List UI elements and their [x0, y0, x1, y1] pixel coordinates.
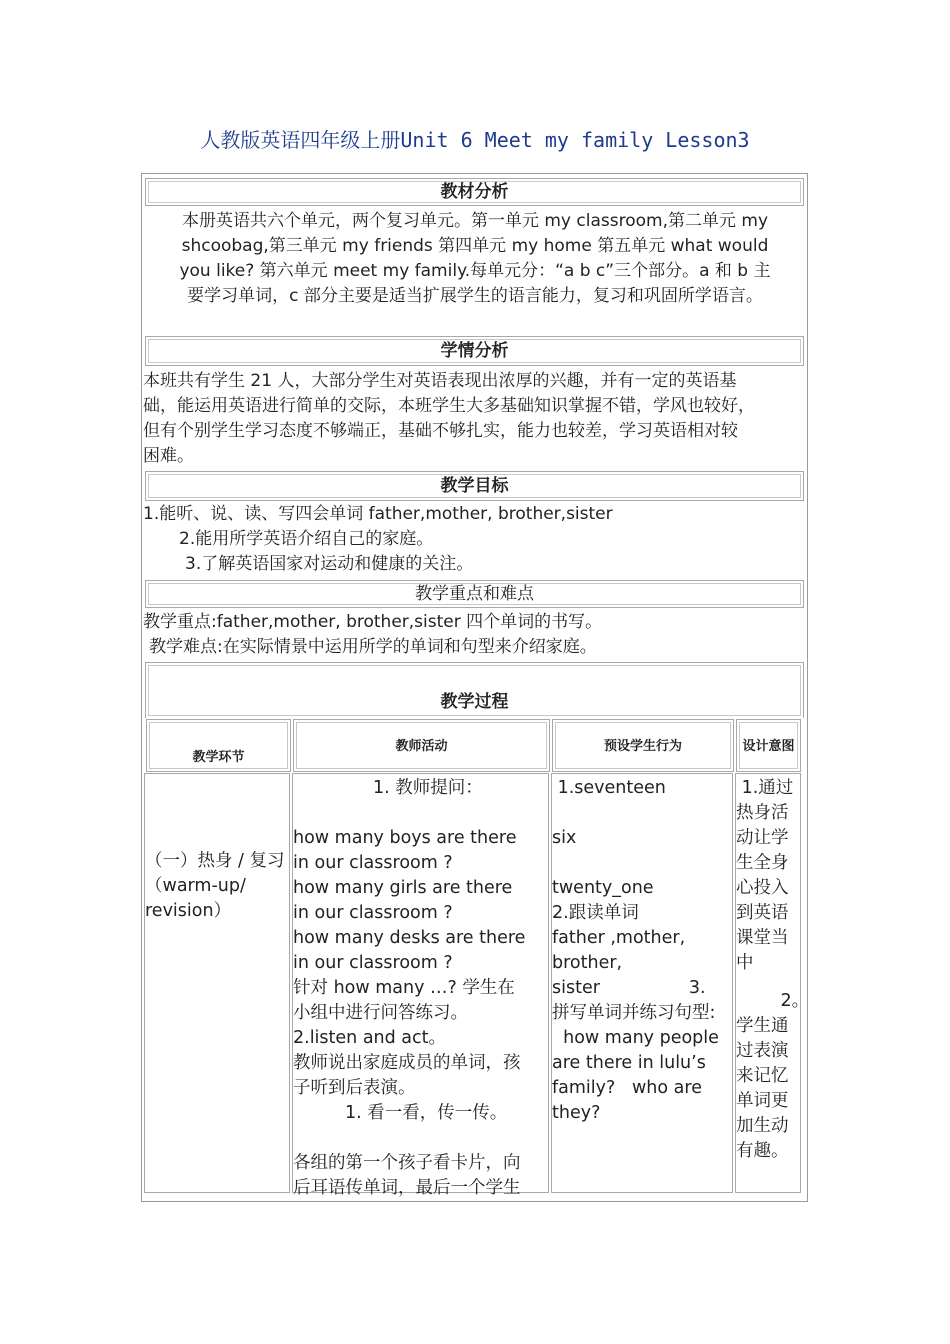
- students-line: 本班共有学生 21 人，大部分学生对英语表现出浓厚的兴趣，并有一定的英语基: [143, 371, 737, 391]
- teacher-line: [293, 801, 548, 826]
- teacher-line: [293, 1126, 548, 1151]
- teacher-line: how many girls are there: [293, 878, 513, 898]
- teacher-line: how many boys are there: [293, 828, 517, 848]
- teacher-line: 1. 教师提问：: [373, 778, 483, 798]
- column-header-teacher: 教师活动: [293, 719, 550, 772]
- intent-line: 有趣。: [736, 1141, 789, 1161]
- key-point-line: 教学重点:father,mother, brother,sister 四个单词的书写。: [143, 612, 603, 632]
- teacher-activity-cell: [292, 773, 549, 1198]
- column-header-intent: 设计意图: [736, 719, 801, 772]
- stage-line: （warm-up/: [145, 876, 246, 896]
- teacher-line: 各组的第一个孩子看卡片，向: [293, 1153, 521, 1173]
- teaching-process-heading: 教学过程: [145, 662, 804, 718]
- material-line: you like? 第六单元 meet my family.每单元分：“a b c”三个部分。a 和 b 主: [179, 261, 771, 281]
- teacher-line: 子听到后表演。: [293, 1078, 416, 1098]
- intent-line: 心投入: [736, 878, 789, 898]
- student-line: 1.seventeen: [552, 778, 666, 798]
- intent-line: 生全身: [736, 853, 789, 873]
- teaching-goals-heading: 教学目标: [145, 471, 804, 501]
- key-points-body: [143, 610, 807, 660]
- difficulty-line: 教学难点:在实际情景中运用所学的单词和句型来介绍家庭。: [149, 637, 597, 657]
- student-line: [552, 801, 732, 826]
- material-analysis-body: [143, 209, 807, 309]
- teaching-goals-body: [143, 502, 807, 577]
- student-line: [552, 851, 732, 876]
- student-line: they?: [552, 1103, 601, 1123]
- intent-line: 1.通过: [736, 778, 794, 798]
- student-line: 拼写单词并练习句型:: [552, 1003, 716, 1023]
- intent-line: 来记忆: [736, 1066, 789, 1086]
- students-line: 但有个别学生学习态度不够端正，基础不够扎实，能力也较差，学习英语相对较: [143, 421, 738, 441]
- intent-line: 2。: [736, 991, 810, 1011]
- student-line: sister 3.: [552, 978, 706, 998]
- teacher-line: in our classroom ?: [293, 903, 453, 923]
- intent-line: 学生通: [736, 1016, 789, 1036]
- intent-line: 热身活: [736, 803, 789, 823]
- student-analysis-body: [143, 369, 807, 469]
- column-header-student: 预设学生行为: [552, 719, 734, 772]
- intent-line: 过表演: [736, 1041, 789, 1061]
- teacher-line: in our classroom ?: [293, 953, 453, 973]
- intent-line: 课堂当: [736, 928, 789, 948]
- student-line: are there in lulu’s: [552, 1053, 706, 1073]
- students-line: 困难。: [143, 446, 194, 466]
- student-line: twenty_one: [552, 878, 654, 898]
- intent-line: 动让学: [736, 828, 789, 848]
- student-line: father ,mother,: [552, 928, 686, 948]
- stage-cell: [144, 773, 290, 1193]
- student-line: six: [552, 828, 577, 848]
- students-line: 础，能运用英语进行简单的交际，本班学生大多基础知识掌握不错，学风也较好，: [143, 396, 755, 416]
- material-line: shcoobag,第三单元 my friends 第四单元 my home 第五单元 what would: [181, 236, 769, 256]
- intent-line: 加生动: [736, 1116, 789, 1136]
- student-line: brother,: [552, 953, 623, 973]
- teacher-line: how many desks are there: [293, 928, 526, 948]
- material-line: 本册英语共六个单元，两个复习单元。第一单元 my classroom,第二单元 my: [181, 211, 769, 231]
- intent-line: 中: [736, 953, 754, 973]
- goal-line: 3.了解英语国家对运动和健康的关注。: [185, 554, 474, 574]
- stage-line: revision）: [145, 901, 232, 921]
- stage-line: （一）热身 / 复习: [145, 851, 285, 871]
- student-line: 2.跟读单词: [552, 903, 639, 923]
- teacher-line: 针对 how many …? 学生在: [293, 978, 515, 998]
- goal-line: 1.能听、说、读、写四会单词 father,mother, brother,sister: [143, 504, 613, 524]
- column-header-stage: 教学环节: [146, 719, 291, 772]
- material-analysis-heading: 教材分析: [145, 178, 804, 206]
- key-points-heading: 教学重点和难点: [145, 580, 804, 608]
- teacher-line: 后耳语传单词，最后一个学生: [293, 1178, 521, 1198]
- teacher-line: 2.listen and act。: [293, 1028, 447, 1048]
- material-line: 要学习单词，c 部分主要是适当扩展学生的语言能力，复习和巩固所学语言。: [187, 286, 763, 306]
- intent-line: 到英语: [736, 903, 789, 923]
- design-intent-cell: [735, 773, 810, 1193]
- goal-line: 2.能用所学英语介绍自己的家庭。: [179, 529, 434, 549]
- document-title: 人教版英语四年级上册Unit 6 Meet my family Lesson3: [200, 128, 750, 152]
- intent-line: 单词更: [736, 1091, 789, 1111]
- teacher-line: 小组中进行问答练习。: [293, 1003, 468, 1023]
- student-behavior-cell: [551, 773, 733, 1193]
- student-line: family? who are: [552, 1078, 702, 1098]
- teacher-line: 1. 看一看，传一传。: [345, 1103, 508, 1123]
- teacher-line: 教师说出家庭成员的单词，孩: [293, 1053, 521, 1073]
- teacher-line: in our classroom ?: [293, 853, 453, 873]
- student-analysis-heading: 学情分析: [145, 336, 804, 366]
- student-line: how many people: [552, 1028, 719, 1048]
